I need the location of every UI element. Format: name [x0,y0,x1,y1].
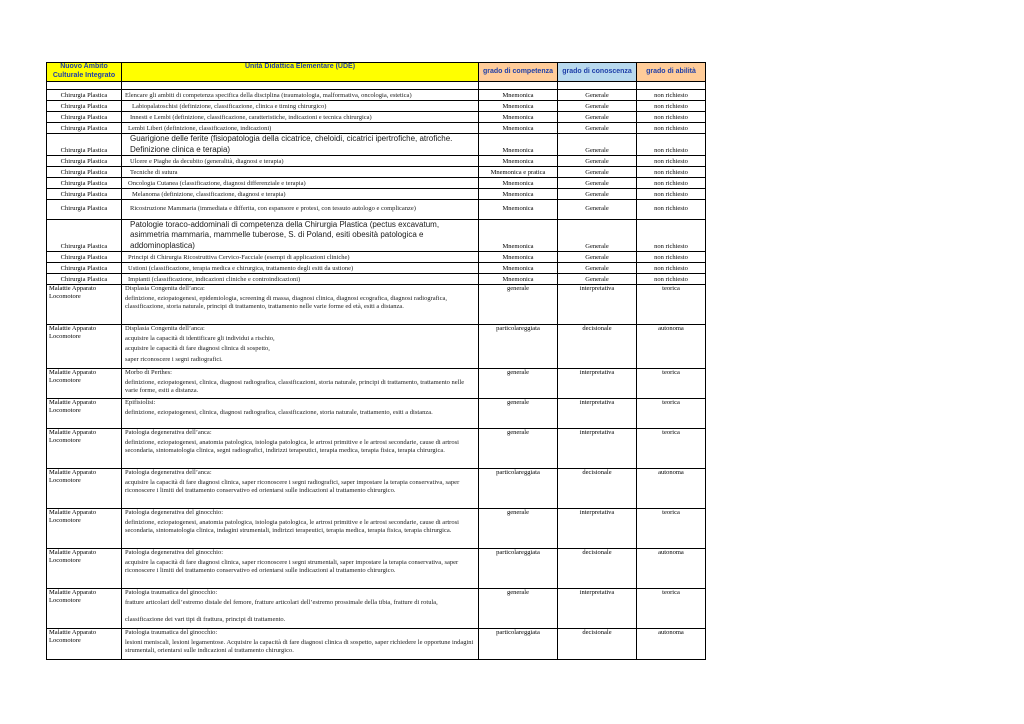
ude-cell: Ustioni (classificazione, terapia medica e chirurgica, trattamento degli esiti da ustione) [122,263,479,274]
conoscenza-cell: Generale [558,178,637,189]
ude-line: fratture articolari dell’estremo distale del femore, fratture articolari dell’estremo prossimale della tibia, fratture di rotula, [125,599,438,607]
table-row [47,325,706,369]
ude-title: Displasia Congenita dell’anca: [125,325,205,333]
table-row [47,178,706,189]
ude-line: definizione, eziopatogenesi, clinica, diagnosi radiografica, classificazioni, storia naturale, principi di trattamento, trattamento nelle varie forme, esiti a distanza. [125,379,465,395]
table-row [47,285,706,325]
ambito-cell: Chirurgia Plastica [47,156,122,167]
table-row [47,112,706,123]
table-row [47,469,706,509]
conoscenza-cell: Generale [558,90,637,101]
abilita-cell: non richiesto [637,263,706,274]
abilita-cell: non richiesto [637,252,706,263]
ude-line: definizione, eziopatogenesi, clinica, diagnosi radiografica, classificazione, storia naturale, trattamento, esiti a distanza. [125,409,433,417]
competenza-cell: Mnemonica e pratica [479,167,558,178]
ude-cell [122,325,479,369]
competenza-cell: Mnemonica [479,101,558,112]
ude-line: classificazione dei vari tipi di frattura, principi di trattamento. [125,616,286,624]
competenza-cell: Mnemonica [479,200,558,220]
ude-title: Patologia degenerativa del ginocchio: [125,549,224,557]
ambito-cell: Chirurgia Plastica [47,112,122,123]
ude-cell [122,589,479,629]
ambito-cell: Chirurgia Plastica [47,200,122,220]
ambito-cell: Malattie Apparato Locomotore [47,549,122,589]
competenza-cell: particolareggiata [479,629,558,660]
abilita-cell: autonoma [637,629,706,660]
competenza-cell: Mnemonica [479,134,558,156]
conoscenza-cell: Generale [558,263,637,274]
ude-line: definizione, eziopatogenesi, anatomia patologica, istologia patologica, le artrosi primitive e le artrosi secondarie, cause di artrosi secondaria, sintomatologia clinica, indagini strumentali, indirizzi terapeutici, terapia medica, terapia fisica, terapia chirurgica. [125,519,459,535]
spacer-row [47,82,706,90]
ude-title: Displasia Congenita dell’anca: [125,285,205,293]
ude-cell [122,469,479,509]
ambito-cell: Chirurgia Plastica [47,178,122,189]
ude-cell: Guarigione delle ferite (fisiopatologia della cicatrice, cheloidi, cicatrici ipertrofiche, atrofiche. Definizione clinica e terapia) [122,134,479,156]
conoscenza-cell: Generale [558,200,637,220]
abilita-cell: non richiesto [637,200,706,220]
table-row [47,252,706,263]
competenza-cell: particolareggiata [479,325,558,369]
conoscenza-cell: Generale [558,274,637,285]
table-row [47,429,706,469]
competenza-cell: generale [479,589,558,629]
abilita-cell: non richiesto [637,134,706,156]
conoscenza-cell: interpretativa [558,589,637,629]
ambito-cell: Chirurgia Plastica [47,263,122,274]
conoscenza-cell: decisionale [558,469,637,509]
competenza-cell: generale [479,509,558,549]
ude-line: acquisire la capacità di identificare gli individui a rischio, [125,335,275,343]
abilita-cell: autonoma [637,469,706,509]
ambito-cell: Chirurgia Plastica [47,123,122,134]
conoscenza-cell: Generale [558,189,637,200]
ude-cell: Labiopalatoschisi (definizione, classificazione, clinica e timing chirurgico) [122,101,479,112]
conoscenza-cell: Generale [558,101,637,112]
ude-line: definizione, eziopatogenesi, anatomia patologica, istologia patologica, le artrosi primitive e le artrosi secondarie, cause di artrosi secondaria, sintomatologia clinica, segni radiografici, indirizzi terapeutici, terapia medica, terapia fisica, terapia chirurgica. [125,439,459,455]
conoscenza-cell: decisionale [558,549,637,589]
table-row [47,263,706,274]
conoscenza-cell: Generale [558,156,637,167]
conoscenza-cell: interpretativa [558,509,637,549]
table-row [47,189,706,200]
header-row [47,63,706,82]
ude-line: acquisire la capacità di fare diagnosi clinica, saper riconoscere i segni strumentali, saper impostare la terapia conservativa, saper riconoscere i limiti del trattamento conservativo ed orientarsi sulle indicazioni al trattamento chirurgico. [125,559,459,575]
competenza-cell: Mnemonica [479,189,558,200]
ambito-cell: Malattie Apparato Locomotore [47,429,122,469]
header-conoscenza: grado di conoscenza [558,63,637,82]
competenza-cell: particolareggiata [479,469,558,509]
ambito-cell: Chirurgia Plastica [47,252,122,263]
abilita-cell: non richiesto [637,123,706,134]
ude-cell [122,549,479,589]
ambito-cell: Malattie Apparato Locomotore [47,469,122,509]
competenza-cell: Mnemonica [479,156,558,167]
abilita-cell: non richiesto [637,90,706,101]
ude-cell: Impianti (classificazione, indicazioni cliniche e controindicazioni) [122,274,479,285]
ude-title: Patologia traumatica del ginocchio: [125,629,218,637]
ude-cell: Melanoma (definizione, classificazione, diagnosi e terapia) [122,189,479,200]
ude-cell: Patologie toraco-addominali di competenza della Chirurgia Plastica (pectus excavatum, asimmetria mammaria, mammelle tuberose, S. di Poland, esiti obesità patologica e addominoplastica) [122,220,479,252]
conoscenza-cell: Generale [558,167,637,178]
curriculum-table [46,62,706,660]
ambito-cell: Malattie Apparato Locomotore [47,369,122,399]
abilita-cell: autonoma [637,325,706,369]
abilita-cell: autonoma [637,549,706,589]
competenza-cell: Mnemonica [479,90,558,101]
competenza-cell: Mnemonica [479,178,558,189]
table-row [47,200,706,220]
ude-title: Patologia degenerativa del ginocchio: [125,509,224,517]
header-competenza: grado di competenza [479,63,558,82]
ambito-cell: Malattie Apparato Locomotore [47,325,122,369]
ude-line: definizione, eziopatogenesi, epidemiologia, screening di massa, diagnosi clinica, diagnosi ecografica, diagnosi radiografica, classificazione, storia naturale, principi di trattamento, trattamento nelle varie forme ed età, esiti a distanza. [125,295,447,311]
ambito-cell: Chirurgia Plastica [47,90,122,101]
table-row [47,101,706,112]
ude-cell: Oncologia Cutanea (classificazione, diagnosi differenziale e terapia) [122,178,479,189]
ude-title: Patologia degenerativa dell’anca: [125,469,212,477]
ude-title: Patologia traumatica del ginocchio: [125,589,218,597]
abilita-cell: teorica [637,589,706,629]
ambito-cell: Chirurgia Plastica [47,189,122,200]
abilita-cell: non richiesto [637,167,706,178]
ude-cell [122,629,479,660]
ambito-cell: Chirurgia Plastica [47,134,122,156]
table-row [47,549,706,589]
table-row [47,90,706,101]
table-row [47,509,706,549]
conoscenza-cell: decisionale [558,629,637,660]
ude-line: lesioni meniscali, lesioni legamentose. Acquisire la capacità di fare diagnosi clinica di sospetto, saper richiedere le opportune indagini strumentali, orientarsi sulle indicazioni al trattamento chirurgico. [125,639,474,655]
competenza-cell: generale [479,429,558,469]
conoscenza-cell: Generale [558,252,637,263]
ambito-cell: Malattie Apparato Locomotore [47,629,122,660]
abilita-cell: teorica [637,285,706,325]
table-row [47,156,706,167]
ude-cell [122,285,479,325]
competenza-cell: generale [479,369,558,399]
ambito-cell: Malattie Apparato Locomotore [47,285,122,325]
ude-cell [122,509,479,549]
competenza-cell: particolareggiata [479,549,558,589]
abilita-cell: teorica [637,369,706,399]
ambito-cell: Chirurgia Plastica [47,167,122,178]
ude-cell: Principi di Chirurgia Ricostruttiva Cervico-Facciale (esempi di applicazioni cliniche) [122,252,479,263]
abilita-cell: non richiesto [637,101,706,112]
abilita-cell: teorica [637,399,706,429]
header-abilita: grado di abilità [637,63,706,82]
table-row [47,274,706,285]
ude-cell: Tecniche di sutura [122,167,479,178]
ude-line: acquisire la capacità di fare diagnosi clinica, saper riconoscere i segni radiografici, saper impostare la terapia conservativa, saper riconoscere i limiti del trattamento conservativo ed orientarsi sulle indicazioni al trattamento chirurgico. [125,479,460,495]
ambito-cell: Malattie Apparato Locomotore [47,399,122,429]
abilita-cell: non richiesto [637,220,706,252]
table-row [47,134,706,156]
competenza-cell: generale [479,399,558,429]
ude-cell: Ulcere e Piaghe da decubito (generalità, diagnosi e terapia) [122,156,479,167]
ude-cell [122,369,479,399]
table-row [47,629,706,660]
table-row [47,369,706,399]
competenza-cell: generale [479,285,558,325]
ambito-cell: Malattie Apparato Locomotore [47,589,122,629]
header-ude: Unità Didattica Elementare (UDE) [122,63,479,82]
conoscenza-cell: interpretativa [558,369,637,399]
table-row [47,167,706,178]
abilita-cell: teorica [637,509,706,549]
ude-cell: Innesti e Lembi (definizione, classificazione, caratteristiche, indicazioni e tecnica chirurgica) [122,112,479,123]
ude-cell: Elencare gli ambiti di competenza specifica della disciplina (traumatologia, malformativa, oncologia, estetica) [122,90,479,101]
table-body [47,82,706,660]
table-row [47,123,706,134]
table-row [47,589,706,629]
table-row [47,399,706,429]
header-ambito: Nuovo Ambito Culturale Integrato [47,63,122,82]
abilita-cell: non richiesto [637,156,706,167]
abilita-cell: non richiesto [637,178,706,189]
ude-cell [122,429,479,469]
ude-cell [122,399,479,429]
ude-line: acquisire le capacità di fare diagnosi clinica di sospetto, [125,345,270,353]
ambito-cell: Chirurgia Plastica [47,220,122,252]
ude-title: Epifisiolisi: [125,399,156,407]
competenza-cell: Mnemonica [479,252,558,263]
conoscenza-cell: interpretativa [558,429,637,469]
abilita-cell: non richiesto [637,189,706,200]
conoscenza-cell: decisionale [558,325,637,369]
abilita-cell: teorica [637,429,706,469]
conoscenza-cell: Generale [558,112,637,123]
conoscenza-cell: interpretativa [558,399,637,429]
ambito-cell: Chirurgia Plastica [47,274,122,285]
table-row [47,220,706,252]
ambito-cell: Chirurgia Plastica [47,101,122,112]
abilita-cell: non richiesto [637,274,706,285]
conoscenza-cell: interpretativa [558,285,637,325]
ambito-cell: Malattie Apparato Locomotore [47,509,122,549]
ude-line: saper riconoscere i segni radiografici. [125,355,223,363]
competenza-cell: Mnemonica [479,263,558,274]
ude-cell: Ricostruzione Mammaria (immediata e differita, con espansore e protesi, con tessuto autologo e complicanze) [122,200,479,220]
conoscenza-cell: Generale [558,123,637,134]
competenza-cell: Mnemonica [479,274,558,285]
ude-title: Patologia degenerativa dell’anca: [125,429,212,437]
conoscenza-cell: Generale [558,220,637,252]
competenza-cell: Mnemonica [479,112,558,123]
ude-title: Morbo di Perthes: [125,369,172,377]
ude-cell: Lembi Liberi (definizione, classificazione, indicazioni) [122,123,479,134]
competenza-cell: Mnemonica [479,220,558,252]
abilita-cell: non richiesto [637,112,706,123]
conoscenza-cell: Generale [558,134,637,156]
competenza-cell: Mnemonica [479,123,558,134]
